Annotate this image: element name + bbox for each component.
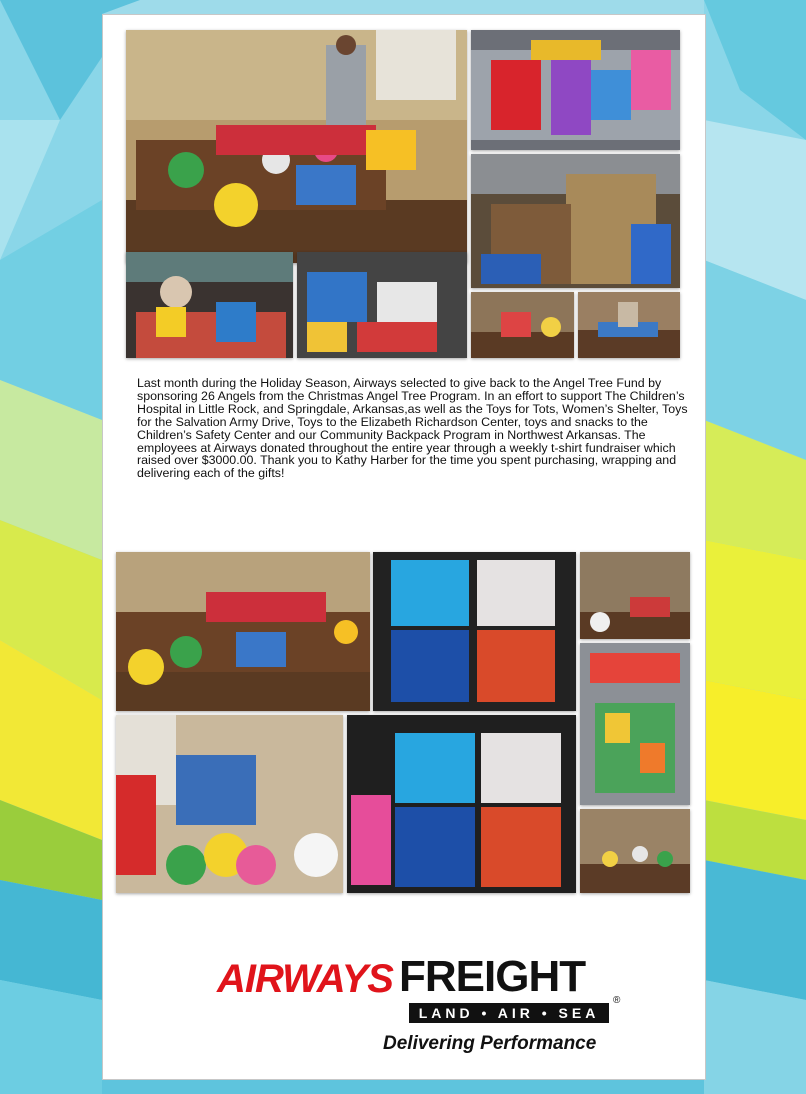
airways-freight-logo — [217, 947, 621, 1057]
photo-desk-toys-wide — [578, 292, 680, 358]
photo-gift-bags — [471, 154, 680, 288]
photo-games-boxes — [297, 252, 467, 358]
photo-desk-toys-small — [471, 292, 574, 358]
tagline: Delivering Performance — [383, 1033, 597, 1054]
logo-subline: LAND • AIR • SEA — [409, 1003, 609, 1023]
newsletter-page — [102, 14, 706, 1080]
photo-plush-and-kitchen — [116, 715, 343, 893]
photo-snack-cart — [580, 643, 690, 805]
logo-word-airways: AIRWAYS — [217, 957, 393, 1001]
photo-office-desk-toys — [126, 30, 467, 263]
registered-mark: ® — [613, 995, 621, 1006]
photo-board-games — [373, 552, 576, 711]
photo-toy-pile — [126, 252, 293, 358]
logo-word-freight: FREIGHT — [399, 952, 586, 1001]
photo-office-corner — [580, 552, 690, 639]
photo-desk-plush-toys — [116, 552, 370, 711]
photo-desk-plush-wide — [580, 809, 690, 893]
photo-doll-and-games — [347, 715, 576, 893]
photo-cart-toys — [471, 30, 680, 150]
story-text — [137, 377, 697, 480]
story-paragraph: Last month during the Holiday Season, Airways selected to give back to the Angel Tree Fund by sponsoring 26 Angels from the Christmas Angel Tree Program. In an effort to support The Children’s Hospital in Little Rock, and Springdale, Arkansas,as well as the Toys for Tots, Women’s Shelter, Toys for the Salvation Army Drive, Toys to the Elizabeth Richardson Center, toys and snacks to the Children’s Safety Center and our Community Backpack Program in Northwest Arkansas. The employees at Airways donated throughout the entire year through a weekly t-shirt fundraiser which raised over $3000.00. Thank you to Kathy Harber for the time you spent purchasing, wrapping and delivering each of the gifts! — [137, 376, 688, 481]
